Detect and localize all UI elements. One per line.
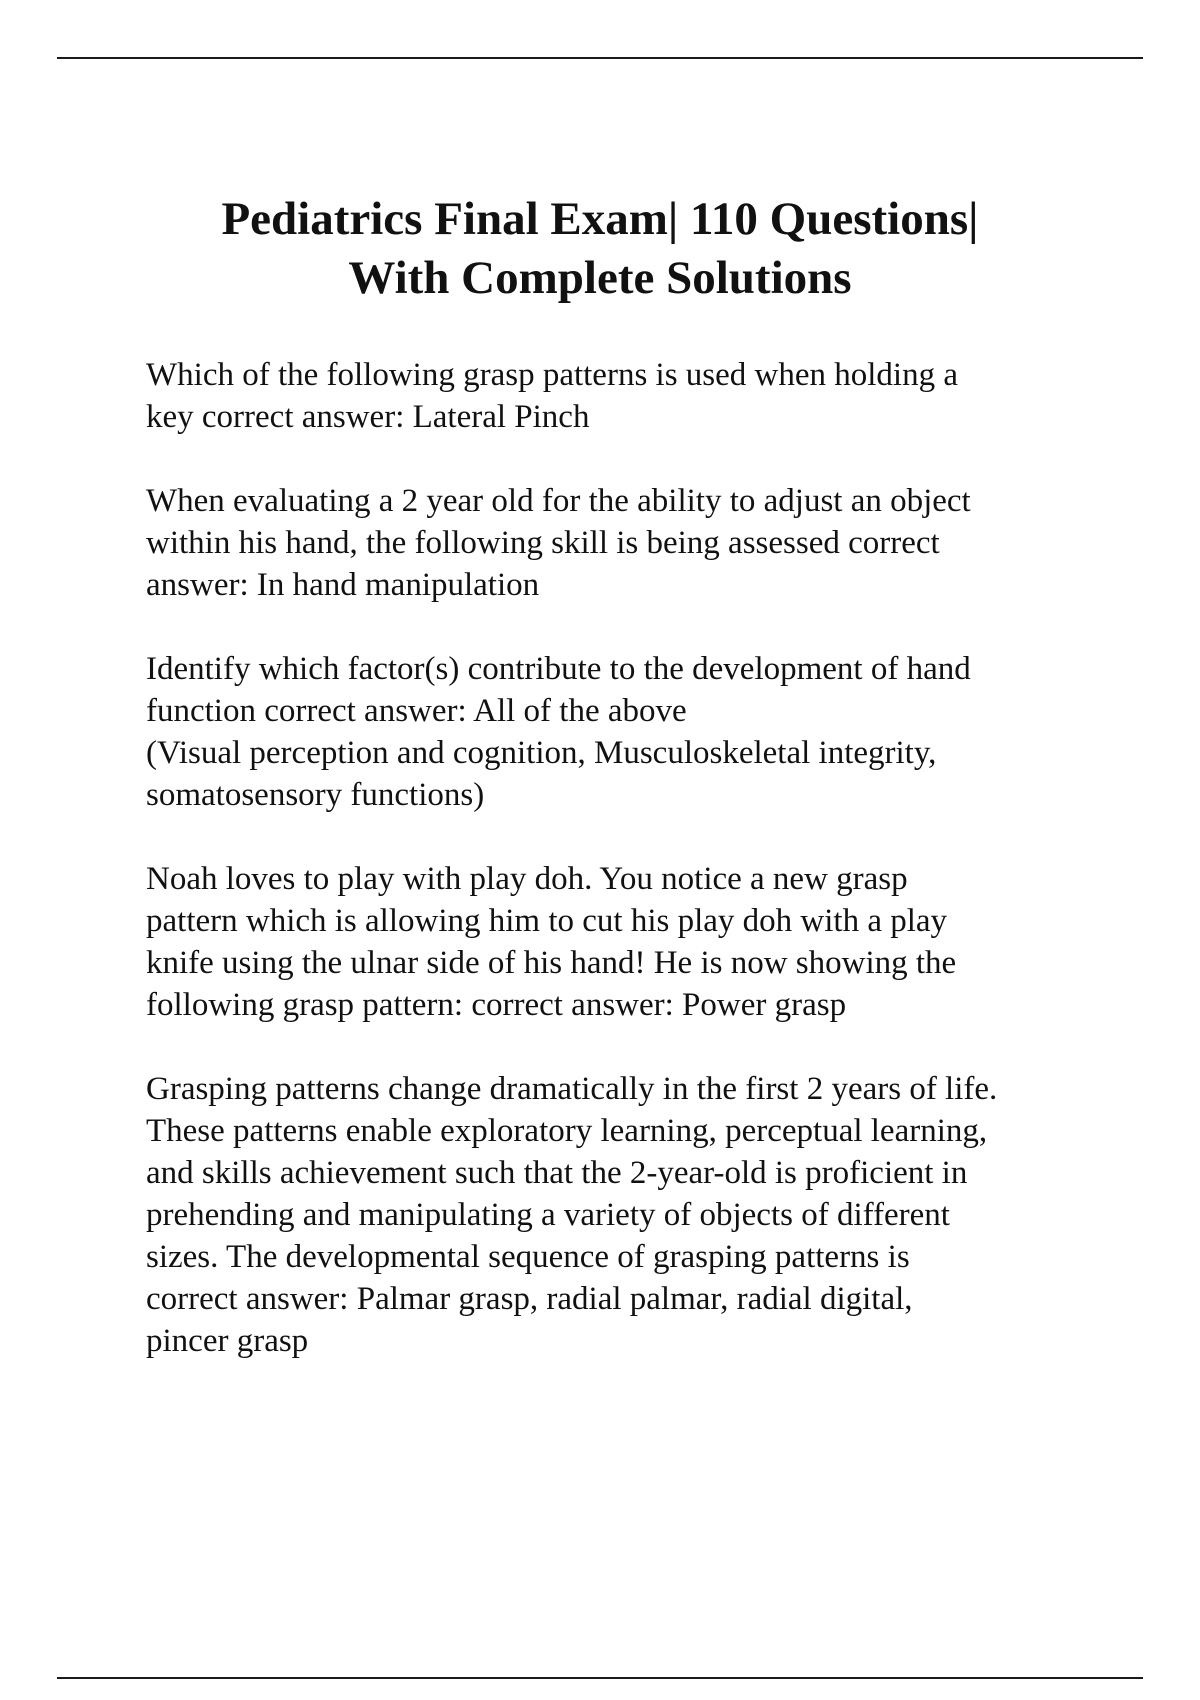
text-line: Noah loves to play with play doh. You notice a new grasp bbox=[146, 861, 908, 897]
text-line: When evaluating a 2 year old for the ability to adjust an object bbox=[146, 483, 971, 519]
text-line: prehending and manipulating a variety of objects of different bbox=[146, 1197, 950, 1233]
footer-rule bbox=[57, 1677, 1143, 1679]
question-answer-item bbox=[146, 1068, 1146, 1362]
text-line: knife using the ulnar side of his hand! He is now showing the bbox=[146, 945, 957, 981]
title-line: Pediatrics Final Exam| 110 Questions| bbox=[221, 193, 979, 245]
text-line: and skills achievement such that the 2-year-old is proficient in bbox=[146, 1155, 968, 1191]
text-line: Grasping patterns change dramatically in the first 2 years of life. bbox=[146, 1071, 998, 1107]
text-line: following grasp pattern: correct answer: Power grasp bbox=[146, 987, 847, 1023]
text-line: within his hand, the following skill is being assessed correct bbox=[146, 525, 940, 561]
text-line: somatosensory functions) bbox=[146, 777, 485, 813]
text-line: Identify which factor(s) contribute to the development of hand bbox=[146, 651, 971, 687]
text-line: (Visual perception and cognition, Musculoskeletal integrity, bbox=[146, 735, 937, 771]
question-answer-item bbox=[146, 354, 1146, 438]
question-answer-item bbox=[146, 648, 1146, 816]
document-body bbox=[146, 354, 1146, 1404]
text-line: answer: In hand manipulation bbox=[146, 567, 540, 603]
header-rule bbox=[57, 57, 1143, 59]
text-line: key correct answer: Lateral Pinch bbox=[146, 399, 590, 435]
question-answer-item bbox=[146, 858, 1146, 1026]
title-line: With Complete Solutions bbox=[348, 252, 852, 304]
text-line: correct answer: Palmar grasp, radial palmar, radial digital, bbox=[146, 1281, 913, 1317]
text-line: pincer grasp bbox=[146, 1323, 309, 1359]
text-line: sizes. The developmental sequence of grasping patterns is bbox=[146, 1239, 910, 1275]
text-line: Which of the following grasp patterns is used when holding a bbox=[146, 357, 958, 393]
text-line: pattern which is allowing him to cut his play doh with a play bbox=[146, 903, 948, 939]
text-line: function correct answer: All of the above bbox=[146, 693, 687, 729]
text-line: These patterns enable exploratory learning, perceptual learning, bbox=[146, 1113, 988, 1149]
document-title bbox=[100, 190, 1100, 308]
question-answer-item bbox=[146, 480, 1146, 606]
